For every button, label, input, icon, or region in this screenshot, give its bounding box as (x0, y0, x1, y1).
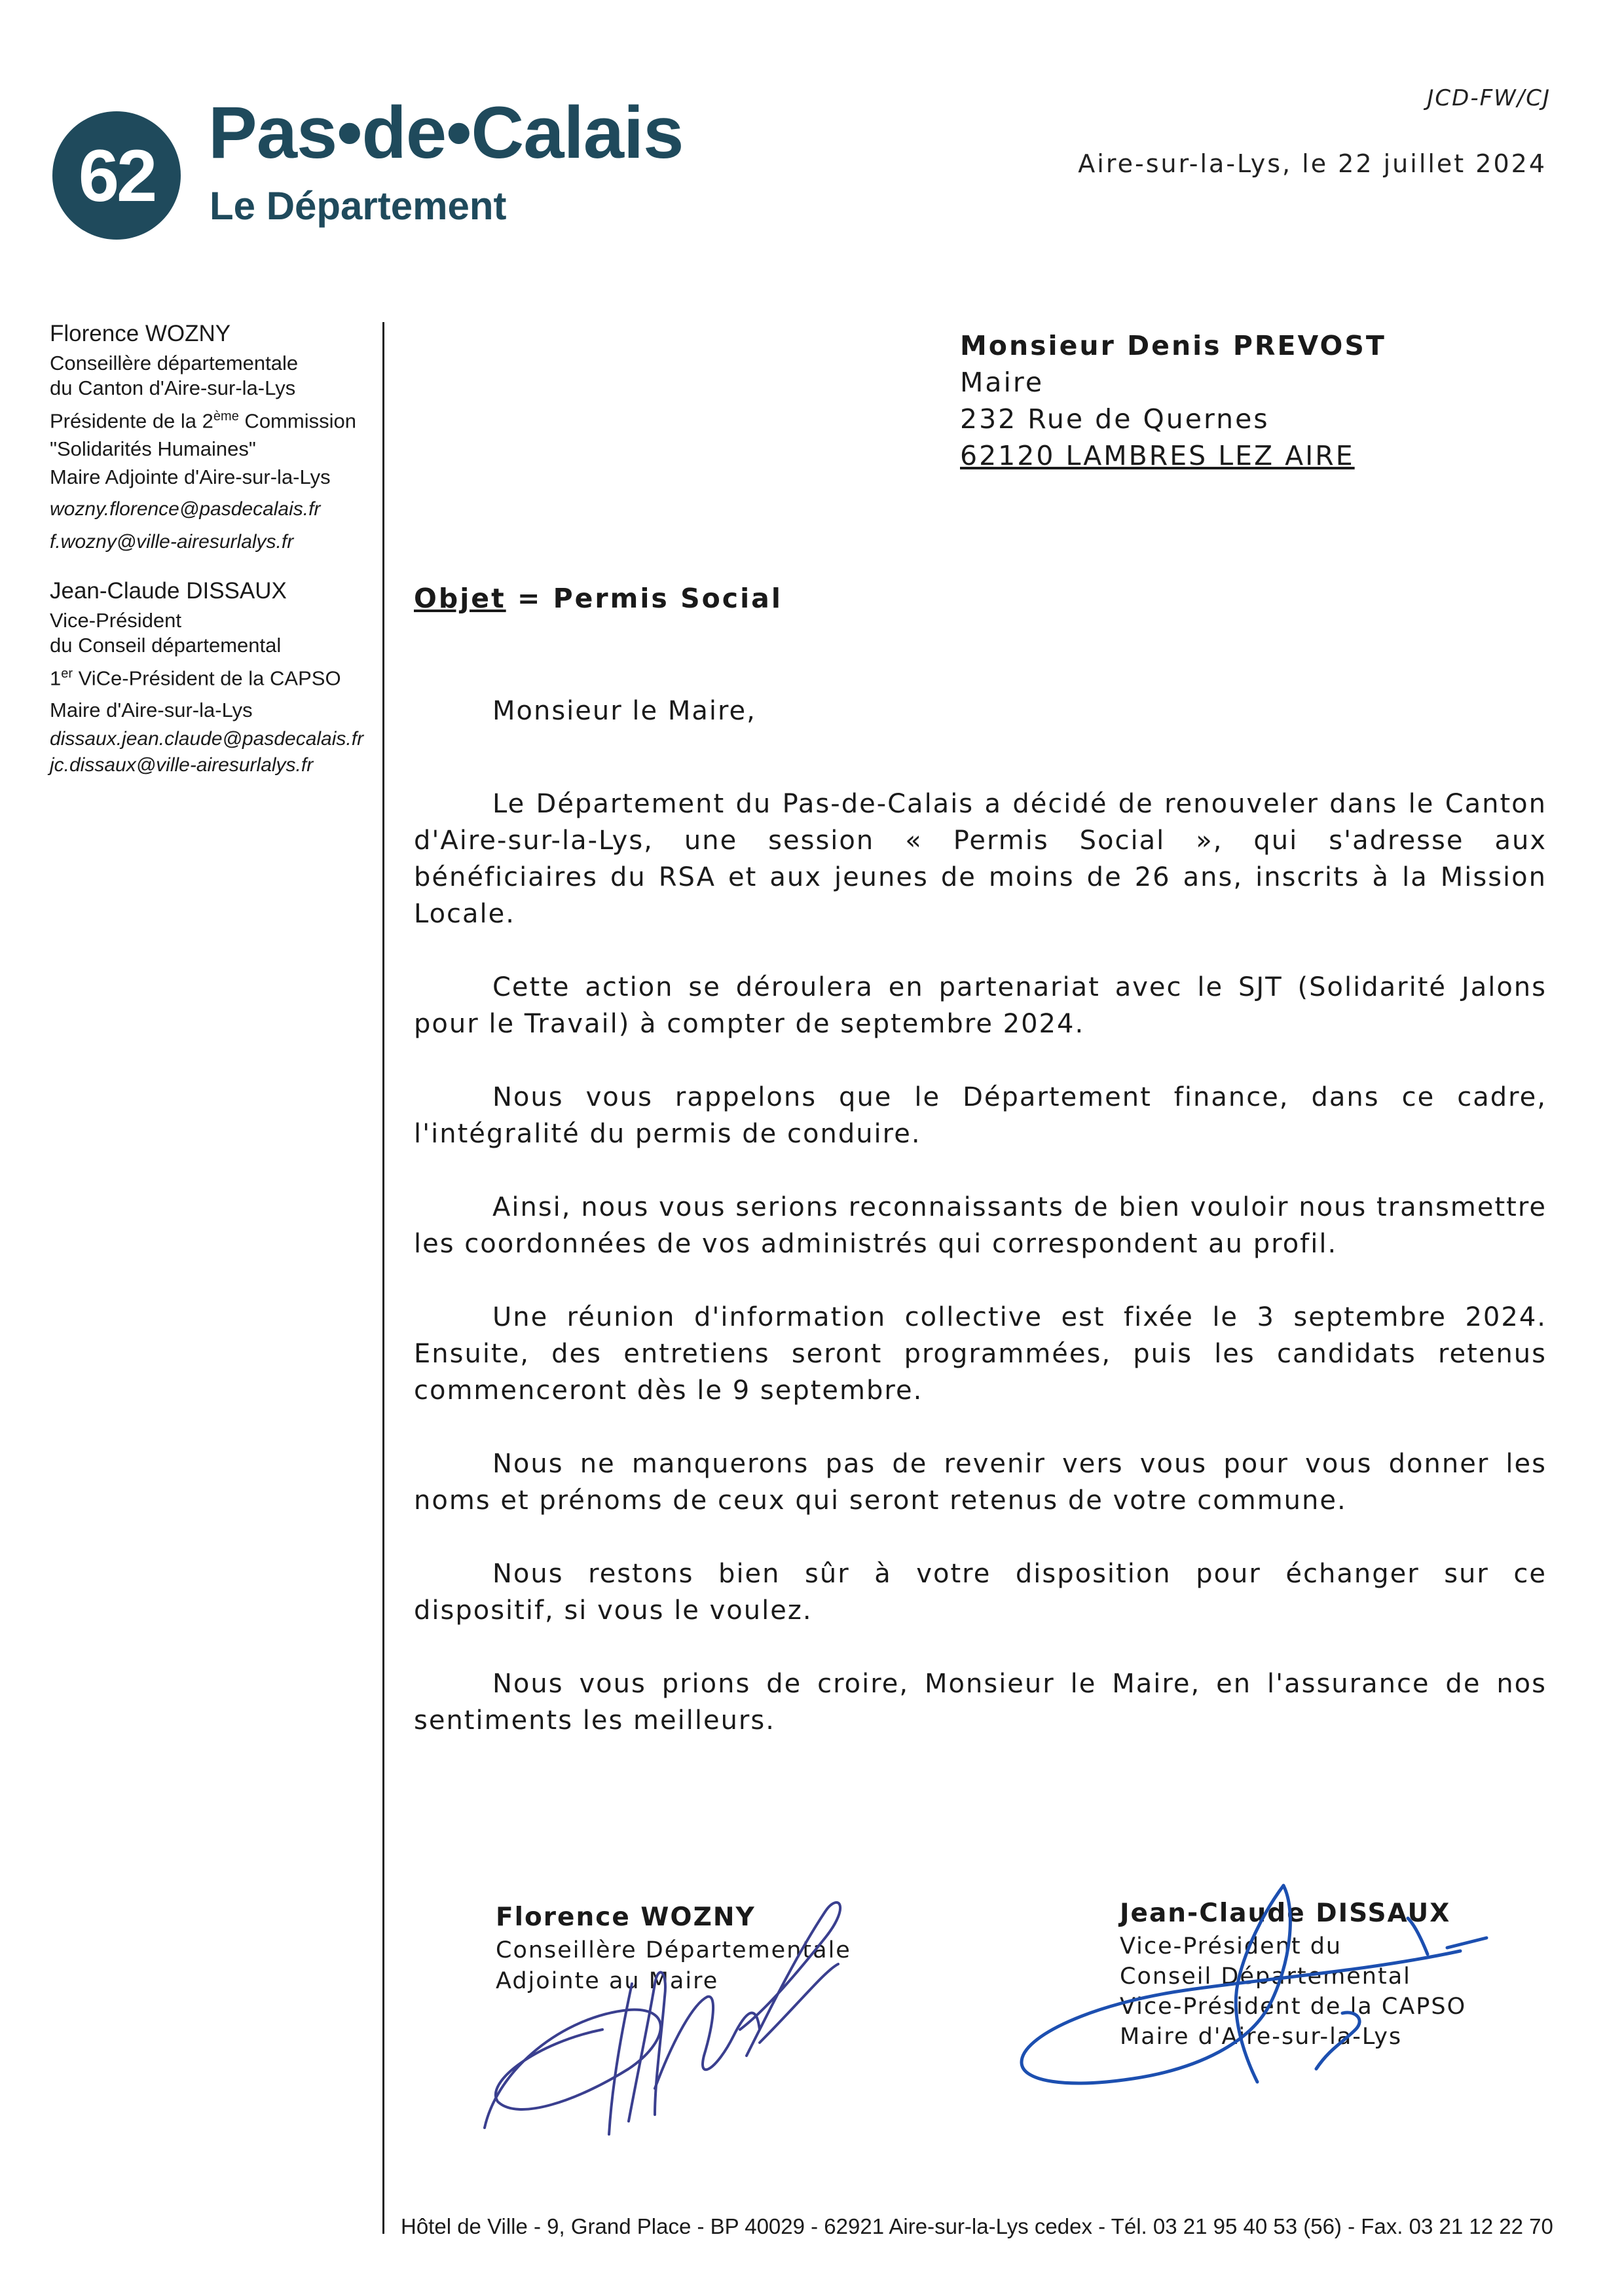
sender2-name: Jean-Claude DISSAUX (50, 578, 287, 604)
sender1-commission: Présidente de la 2ème Commission (50, 409, 356, 433)
signatory-right-role-2: Conseil Départemental (1120, 1963, 1411, 1990)
signatory-right-role-3: Vice-Président de la CAPSO (1120, 1994, 1467, 2020)
sender1-commission-name: "Solidarités Humaines" (50, 437, 256, 461)
logo-number: 62 (78, 134, 155, 217)
sidebar-divider (382, 322, 384, 2234)
recipient-address (960, 327, 1386, 474)
paragraph: Le Département du Pas-de-Calais a décidé de renouveler dans le Canton d'Aire-sur-la-Lys, une session « Permis Social », qui s'adresse aux bénéficiaires du RSA et aux jeunes de moins de 26 ans, inscrits à la Mission Locale. (414, 789, 1547, 929)
logo-subtitle: Le Département (210, 184, 507, 228)
paragraph: Ainsi, nous vous serions reconnaissants de bien vouloir nous transmettre les coordonnées de vos administrés qui correspondent au profil. (414, 1192, 1547, 1259)
handwritten-signature-right (1002, 1872, 1500, 2108)
paragraph: Une réunion d'information collective est fixée le 3 septembre 2024. Ensuite, des entretiens seront programmées, puis les candidats retenus commenceront dès le 9 septembre. (414, 1302, 1547, 1406)
signatory-right-name: Jean-Claude DISSAUX (1120, 1899, 1451, 1928)
sender1-name: Florence WOZNY (50, 321, 231, 346)
footer-contact-line: Hôtel de Ville - 9, Grand Place - BP 40029 - 62921 Aire-sur-la-Lys cedex - Tél. 03 21 95 40 53 (56) - Fax. 03 21 12 22 70 (401, 2214, 1553, 2238)
signatory-left-name: Florence WOZNY (496, 1903, 756, 1932)
department-logo-badge (52, 111, 181, 240)
letter-subject (414, 583, 783, 614)
sender2-mayor-role: Maire d'Aire-sur-la-Lys (50, 698, 253, 721)
sender1-mayor-role: Maire Adjointe d'Aire-sur-la-Lys (50, 465, 331, 489)
subject-text: Permis Social (553, 583, 783, 614)
recipient-title: Maire (960, 367, 1044, 398)
subject-separator: = (506, 583, 553, 614)
salutation: Monsieur le Maire, (492, 696, 756, 726)
sender2-email-2[interactable]: jc.dissaux@ville-airesurlalys.fr (50, 754, 314, 776)
signatory-right-role: Vice-Président du (1120, 1933, 1342, 1959)
sender1-role: Conseillère départementale (50, 352, 299, 374)
logo-title: Pas•de•Calais (208, 92, 684, 173)
signatory-left-role: Conseillère Départementale (496, 1937, 851, 1963)
closing-paragraph: Nous vous prions de croire, Monsieur le Maire, en l'assurance de nos sentiments les meilleurs. (414, 1669, 1547, 1736)
sender1-email-1[interactable]: wozny.florence@pasdecalais.fr (50, 498, 321, 520)
paragraph: Nous restons bien sûr à votre disposition pour échanger sur ce dispositif, si vous le voulez. (414, 1559, 1547, 1626)
recipient-city: 62120 LAMBRES LEZ AIRE (960, 440, 1355, 471)
subject-label: Objet (414, 583, 506, 614)
sender1-canton: du Canton d'Aire-sur-la-Lys (50, 376, 296, 399)
signatory-right-role-4: Maire d'Aire-sur-la-Lys (1120, 2024, 1403, 2050)
letter-reference: JCD-FW/CJ (1427, 85, 1551, 111)
recipient-name: Monsieur Denis PREVOST (960, 330, 1386, 361)
handwritten-signature-left (458, 1872, 877, 2154)
recipient-street: 232 Rue de Quernes (960, 403, 1270, 435)
signatory-left-role-2: Adjointe au Maire (496, 1968, 719, 1994)
sender2-capso-role: 1er ViCe-Président de la CAPSO (50, 666, 341, 690)
paragraph: Cette action se déroulera en partenariat avec le SJT (Solidarité Jalons pour le Travail) à compter de septembre 2024. (414, 972, 1547, 1039)
sender2-role: Vice-Président (50, 609, 182, 632)
place-and-date: Aire-sur-la-Lys, le 22 juillet 2024 (1078, 149, 1547, 178)
letter-body (414, 693, 1547, 1776)
sender1-email-2[interactable]: f.wozny@ville-airesurlalys.fr (50, 531, 294, 553)
sender-sidebar (50, 317, 377, 778)
sender2-council: du Conseil départemental (50, 634, 282, 657)
paragraph: Nous vous rappelons que le Département finance, dans ce cadre, l'intégralité du permis de conduire. (414, 1082, 1547, 1149)
sender2-email-1[interactable]: dissaux.jean.claude@pasdecalais.fr (50, 727, 364, 750)
paragraph: Nous ne manquerons pas de revenir vers vous pour vous donner les noms et prénoms de ceux qui seront retenus de votre commune. (414, 1449, 1547, 1516)
